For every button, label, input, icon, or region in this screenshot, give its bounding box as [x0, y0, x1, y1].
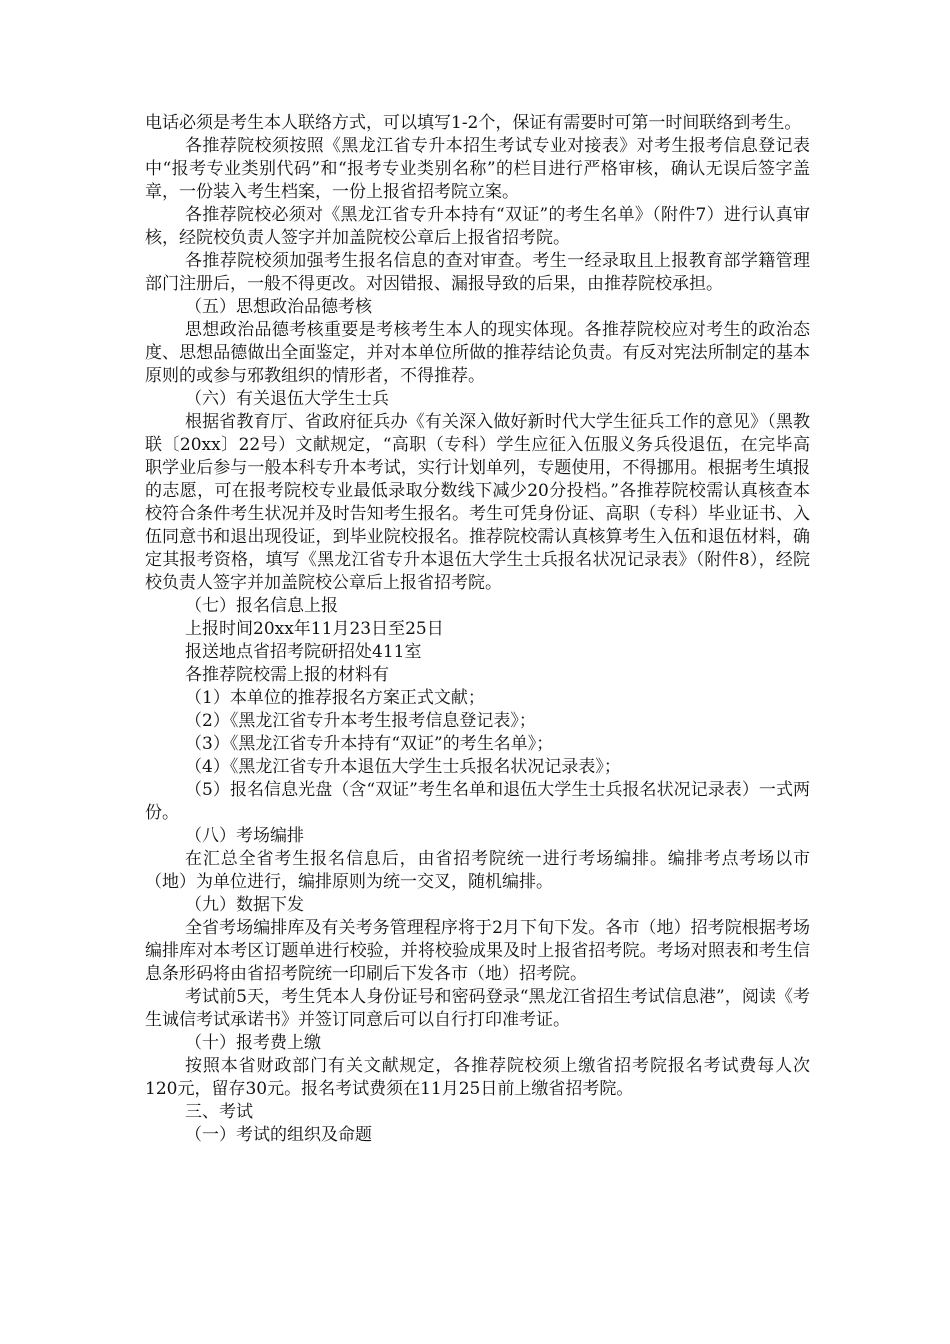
document-paragraph: （3）《黑龙江省专升本持有“双证”的考生名单》； [185, 734, 554, 754]
document-paragraph: （2）《黑龙江省专升本考生报考信息登记表》； [185, 711, 536, 731]
document-paragraph: 在汇总全省考生报名信息后，由省招考院统一进行考场编排。编排考点考场以市（地）为单位进行，编排原则为统一交叉，随机编排。 [145, 849, 810, 892]
document-paragraph: （十）报考费上缴 [185, 1033, 321, 1053]
document-paragraph: 三、考试 [185, 1102, 253, 1122]
document-paragraph: （九）数据下发 [185, 895, 304, 915]
document-paragraph: 各推荐院校必须对《黑龙江省专升本持有“双证”的考生名单》（附件7）进行认真审核，经院校负责人签字并加盖院校公章后上报省招考院。 [145, 205, 810, 248]
document-body [145, 112, 810, 1147]
document-paragraph: （一）考试的组织及命题 [185, 1125, 372, 1145]
document-paragraph: （五）思想政治品德考核 [185, 297, 372, 317]
document-paragraph: 报送地点省招考院研招处411室 [185, 642, 422, 662]
document-paragraph: （七）报名信息上报 [185, 596, 338, 616]
document-paragraph: 电话必须是考生本人联络方式，可以填写1-2个，保证有需要时可第一时间联络到考生。 [145, 113, 802, 133]
document-paragraph: 全省考场编排库及有关考务管理程序将于2月下旬下发。各市（地）招考院根据考场编排库对本考区订题单进行校验，并将校验成果及时上报省招考院。考场对照表和考生信息条形码将由省招考院统一印刷后下发各市（地）招考院。 [145, 918, 810, 984]
document-paragraph: 各推荐院校须按照《黑龙江省专升本招生考试专业对接表》对考生报考信息登记表中“报考专业类别代码”和“报考专业类别名称”的栏目进行严格审核，确认无误后签字盖章，一份装入考生档案，一份上报省招考院立案。 [145, 136, 810, 202]
document-paragraph: （1）本单位的推荐报名方案正式文献； [185, 688, 485, 708]
document-paragraph: 根据省教育厅、省政府征兵办《有关深入做好新时代大学生征兵工作的意见》（黑教联〔20xx〕22号）文献规定，“高职（专科）学生应征入伍服义务兵役退伍，在完毕高职学业后参与一般本科专升本考试，实行计划单列，专题使用，不得挪用。根据考生填报的志愿，可在报考院校专业最低录取分数线下减少20分投档。”各推荐院校需认真核查本校符合条件考生状况并及时告知考生报名。考生可凭身份证、高职（专科）毕业证书、入伍同意书和退出现役证，到毕业院校报名。推荐院校需认真核算考生入伍和退伍材料，确定其报考资格，填写《黑龙江省专升本退伍大学生士兵报名状况记录表》（附件8），经院校负责人签字并加盖院校公章后上报省招考院。 [145, 412, 810, 593]
document-paragraph: （八）考场编排 [185, 826, 304, 846]
document-paragraph: 考试前5天，考生凭本人身份证号和密码登录“黑龙江省招生考试信息港”，阅读《考生诚信考试承诺书》并签订同意后可以自行打印准考证。 [145, 987, 810, 1030]
document-paragraph: （5）报名信息光盘（含“双证”考生名单和退伍大学生士兵报名状况记录表）一式两份。 [145, 780, 810, 823]
document-paragraph: 各推荐院校需上报的材料有 [185, 665, 389, 685]
document-paragraph: 按照本省财政部门有关文献规定，各推荐院校须上缴省招考院报名考试费每人次120元，留存30元。报名考试费须在11月25日前上缴省招考院。 [145, 1056, 810, 1099]
document-paragraph: 上报时间20xx年11月23日至25日 [185, 619, 444, 639]
document-paragraph: （4）《黑龙江省专升本退伍大学生士兵报名状况记录表》； [185, 757, 621, 777]
document-paragraph: 各推荐院校须加强考生报名信息的查对审查。考生一经录取且上报教育部学籍管理部门注册后，一般不得更改。对因错报、漏报导致的后果，由推荐院校承担。 [145, 251, 810, 294]
document-paragraph: 思想政治品德考核重要是考核考生本人的现实体现。各推荐院校应对考生的政治态度、思想品德做出全面鉴定，并对本单位所做的推荐结论负责。有反对宪法所制定的基本原则的或参与邪教组织的情形者，不得推荐。 [145, 320, 810, 386]
document-paragraph: （六）有关退伍大学生士兵 [185, 389, 389, 409]
